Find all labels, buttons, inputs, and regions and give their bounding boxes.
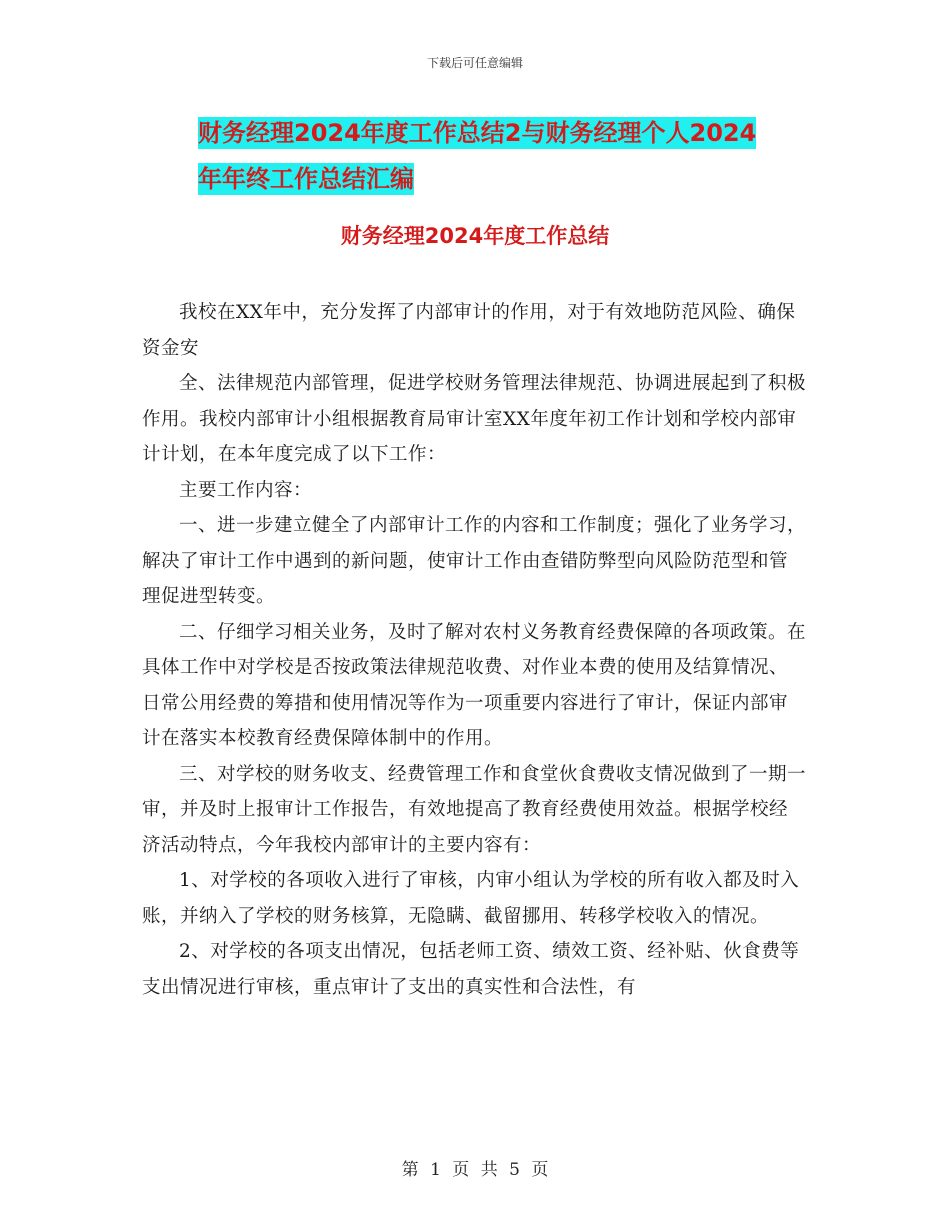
page-number: 第 1 页 共 5 页 <box>401 1160 549 1180</box>
paragraph: 我校在XX年中，充分发挥了内部审计的作用，对于有效地防范风险、确保资金安 <box>142 302 796 359</box>
paragraph: 一、进一步建立健全了内部审计工作的内容和工作制度；强化了业务学习，解决了审计工作中遇到的新问题，使审计工作由查错防弊型向风险防范型和管理促进型转变。 <box>142 515 807 607</box>
paragraph: 全、法律规范内部管理，促进学校财务管理法律规范、协调进展起到了积极作用。我校内部审计小组根据教育局审计室XX年度年初工作计划和学校内部审计计划，在本年度完成了以下工作： <box>142 373 807 465</box>
document-title-line-2: 年年终工作总结汇编 <box>198 165 414 193</box>
section-title: 财务经理2024年度工作总结 <box>340 224 610 248</box>
paragraph: 主要工作内容： <box>179 479 313 501</box>
document-body <box>142 295 806 1005</box>
paragraph: 二、仔细学习相关业务，及时了解对农村义务教育经费保障的各项政策。在具体工作中对学校是否按政策法律规范收费、对作业本费的使用及结算情况、日常公用经费的筹措和使用情况等作为一项重要内容进行了审计，保证内部审计在落实本校教育经费保障体制中的作用。 <box>142 621 807 749</box>
document-title <box>198 110 798 202</box>
paragraph: 2、对学校的各项支出情况，包括老师工资、绩效工资、经补贴、伙食费等支出情况进行审核，重点审计了支出的真实性和合法性，有 <box>142 941 800 998</box>
paragraph: 三、对学校的财务收支、经费管理工作和食堂伙食费收支情况做到了一期一审，并及时上报审计工作报告，有效地提高了教育经费使用效益。根据学校经济活动特点，今年我校内部审计的主要内容有： <box>142 763 807 856</box>
page-header-note: 下载后可任意编辑 <box>426 56 523 70</box>
document-title-line-1: 财务经理2024年度工作总结2与财务经理个人2024 <box>198 119 757 147</box>
paragraph: 1、对学校的各项收入进行了审核，内审小组认为学校的所有收入都及时入账，并纳入了学校的财务核算，无隐瞒、截留挪用、转移学校收入的情况。 <box>142 870 800 927</box>
